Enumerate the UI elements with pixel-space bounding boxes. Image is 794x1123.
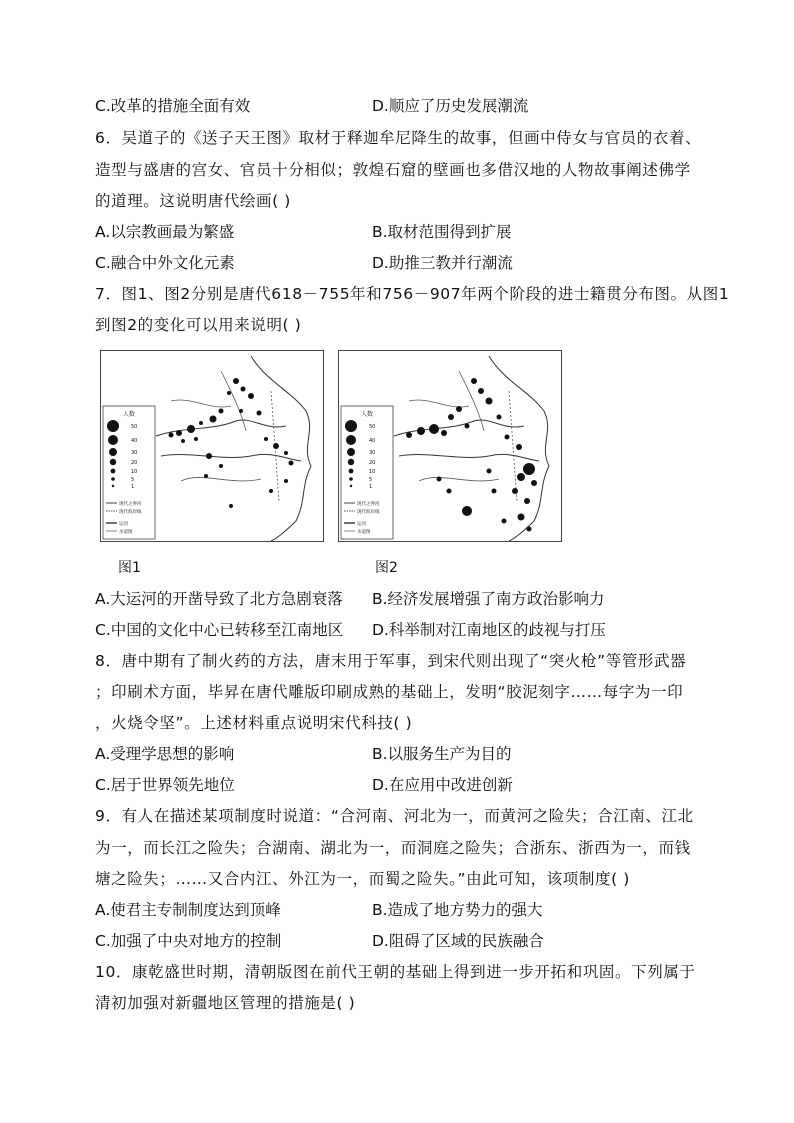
map1-legend-value-5: 5 (131, 477, 135, 483)
q7-stem-line-1: 7．图1、图2分别是唐代618－755年和756－907年两个阶段的进士籍贯分布图。从图1 (95, 285, 730, 303)
q6-stem-line-2: 造型与盛唐的宫女、官员十分相似；敦煌石窟的壁画也多借汉地的人物故事阐述佛学 (95, 161, 691, 179)
map1-legend-line-4: 水道图 (119, 530, 133, 535)
q5-option-c: C.改革的措施全面有效 (95, 97, 251, 115)
map1-legend-value-40: 40 (131, 438, 138, 444)
q8-stem-line-1: 8．唐中期有了制火药的方法，唐末用于军事，到宋代则出现了“突火枪”等管形武器 (95, 652, 687, 670)
q8-option-d: D.在应用中改进创新 (372, 776, 513, 794)
map-1-graphic (101, 351, 323, 541)
q9-option-a: A.使君主专制制度达到顶峰 (95, 901, 281, 919)
q8-option-b: B.以服务生产为目的 (372, 745, 512, 763)
q6-stem-line-3: 的道理。这说明唐代绘画( ) (95, 192, 291, 210)
map2-legend-line-2: 现代海岸线 (357, 510, 380, 515)
map-2-caption: 图2 (375, 560, 398, 576)
map1-legend-value-20: 20 (131, 460, 138, 466)
map-2-graphic (339, 351, 561, 541)
q6-option-c: C.融合中外文化元素 (95, 254, 235, 272)
q10-stem-line-1: 10．康乾盛世时期，清朝版图在前代王朝的基础上得到进一步开拓和巩固。下列属于 (95, 963, 696, 981)
q9-option-d: D.阻碍了区域的民族融合 (372, 932, 544, 950)
map2-legend-value-20: 20 (369, 460, 376, 466)
map2-legend-title: 人数 (361, 411, 374, 418)
map1-legend-title: 人数 (123, 411, 136, 418)
q7-figures (100, 350, 560, 580)
map2-legend-line-3: 运河 (357, 522, 366, 527)
q10-stem-line-2: 清初加强对新疆地区管理的措施是( ) (95, 994, 356, 1012)
q7-option-d: D.科举制对江南地区的歧视与打压 (372, 621, 606, 639)
map2-legend-value-10: 10 (369, 469, 376, 475)
map-figure-1 (100, 350, 324, 542)
q7-option-a: A.大运河的开凿导致了北方急剧衰落 (95, 590, 343, 608)
q6-option-d: D.助推三教并行潮流 (372, 254, 513, 272)
map1-legend-line-2: 现代海岸线 (119, 510, 142, 515)
q8-stem-line-3: ，火烧令坚”。上述材料重点说明宋代科技( ) (95, 714, 413, 732)
q8-option-c: C.居于世界领先地位 (95, 776, 235, 794)
q8-stem-line-2: ；印刷术方面，毕昇在唐代雕版印刷成熟的基础上，发明“胶泥刻字……每字为一印 (95, 683, 684, 701)
q7-stem-line-2: 到图2的变化可以用来说明( ) (95, 316, 302, 334)
q9-option-b: B.造成了地方势力的强大 (372, 901, 543, 919)
map1-legend-line-1: 现代之界河 (119, 502, 142, 507)
map1-legend-value-30: 30 (131, 450, 138, 456)
map1-legend-value-1: 1 (131, 484, 135, 490)
map2-legend-value-1: 1 (369, 484, 373, 490)
map2-legend-value-5: 5 (369, 477, 373, 483)
q9-option-c: C.加强了中央对地方的控制 (95, 932, 282, 950)
map2-legend-value-40: 40 (369, 438, 376, 444)
map2-legend-value-50: 50 (369, 424, 376, 430)
q7-option-b: B.经济发展增强了南方政治影响力 (372, 590, 605, 608)
map-1-caption: 图1 (118, 560, 141, 576)
q6-option-a: A.以宗教画最为繁盛 (95, 223, 235, 241)
map2-legend-line-4: 水道图 (357, 530, 371, 535)
map1-legend-value-10: 10 (131, 469, 138, 475)
q5-option-d: D.顺应了历史发展潮流 (372, 97, 529, 115)
q9-stem-line-3: 塘之险失；……又合内江、外江为一，而蜀之险失。”由此可知，该项制度( ) (95, 870, 630, 888)
map2-legend-value-30: 30 (369, 450, 376, 456)
q8-option-a: A.受理学思想的影响 (95, 745, 235, 763)
map-figure-2 (338, 350, 562, 542)
map1-legend-line-3: 运河 (119, 522, 128, 527)
map2-legend-line-1: 现代之界河 (357, 502, 380, 507)
q6-option-b: B.取材范围得到扩展 (372, 223, 512, 241)
map1-legend-value-50: 50 (131, 424, 138, 430)
q7-option-c: C.中国的文化中心已转移至江南地区 (95, 621, 344, 639)
q6-stem-line-1: 6．吴道子的《送子天王图》取材于释迦牟尼降生的故事，但画中侍女与官员的衣着、 (95, 129, 702, 147)
q9-stem-line-1: 9．有人在描述某项制度时说道：“合河南、河北为一，而黄河之险失；合江南、江北 (95, 807, 694, 825)
q9-stem-line-2: 为一，而长江之险失；合湖南、湖北为一，而洞庭之险失；合浙东、浙西为一，而钱 (95, 839, 691, 857)
